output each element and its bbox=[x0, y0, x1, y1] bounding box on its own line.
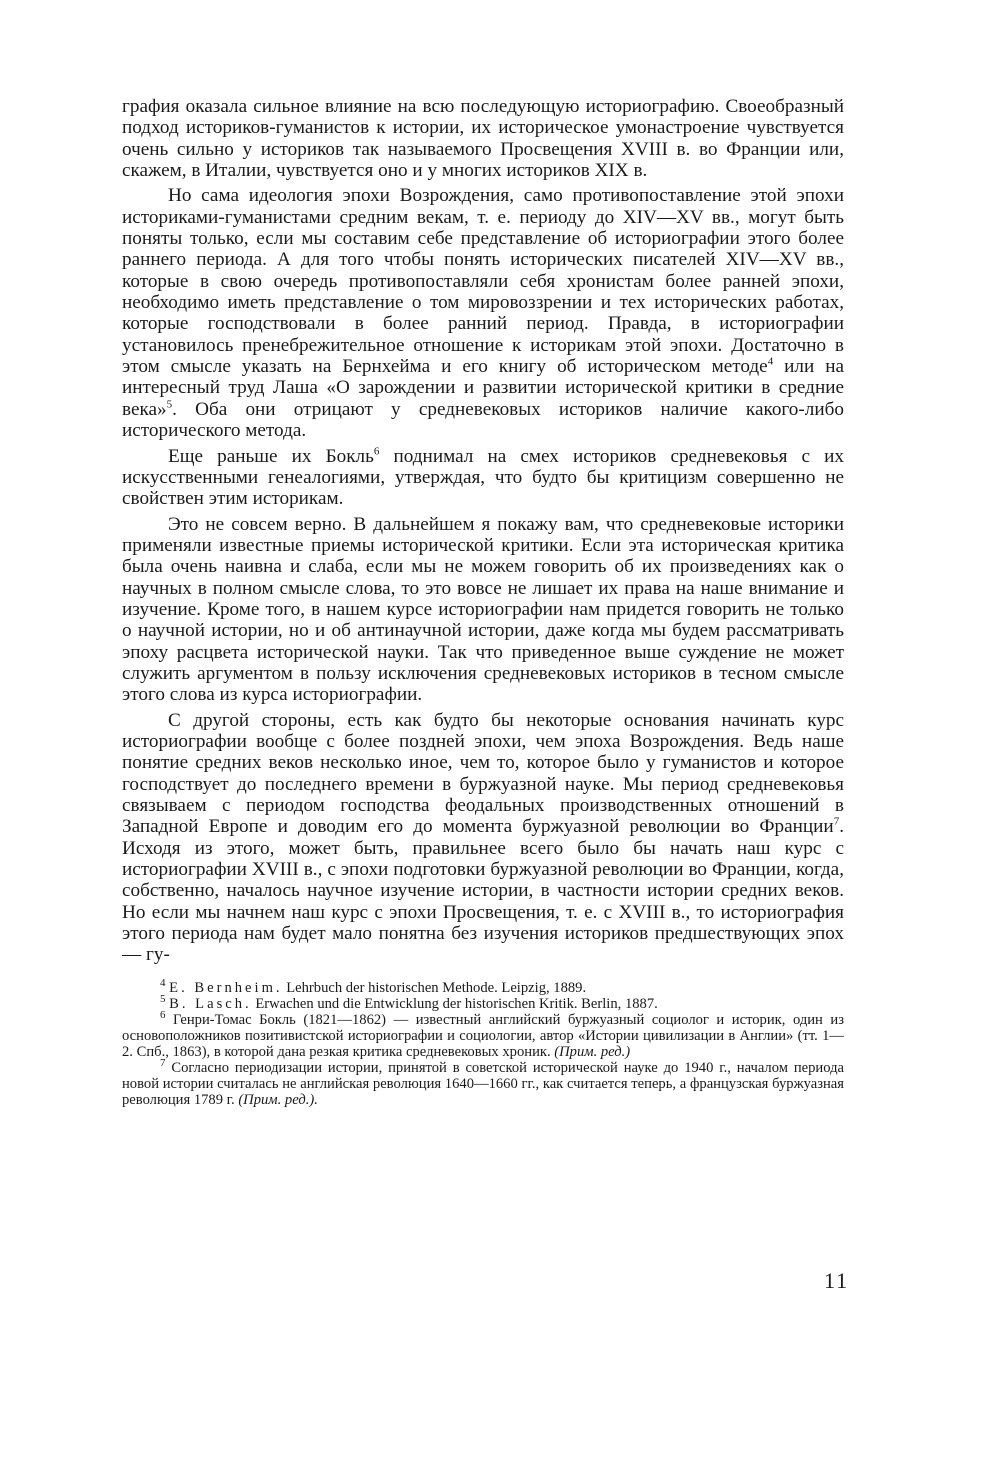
footnote-ref-6: 6 bbox=[373, 445, 380, 458]
paragraph-4: Это не совсем верно. В дальнейшем я покажу вам, что средневековые историки применяли известные приемы исторической критики. Если эта историческая критика была очень наивна и слаба, если мы не можем говорить об их произведениях как о научных в полном смысле слова, то это вовсе не лишает их права на наше внимание и изучение. Кроме того, в нашем курсе историографии нам придется говорить не только о научной истории, но и об антинаучной истории, даже когда мы будем рассматривать эпоху расцвета исторической науки. Так что приведенное выше суждение не может служить аргументом в пользу исключения средневековых историков в тесном смысле этого слова из курса историографии. bbox=[122, 513, 844, 706]
footnote-text: Lehrbuch der historischen Methode. Leipzig, 1889. bbox=[282, 979, 587, 996]
footnotes bbox=[122, 976, 844, 1109]
footnote-editor-note: (Прим. ред.). bbox=[238, 1092, 318, 1109]
paragraph-3-text-b: поднимал на смех историков средневековья с их искусственными генеалогиями, утверждая, что будто бы критицизм совершенно не свойствен этим историкам. bbox=[122, 445, 844, 510]
footnote-6 bbox=[122, 1009, 844, 1061]
paragraph-1: графия оказала сильное влияние на всю последующую историографию. Своеобразный подход историков-гуманистов к истории, их историческое умонастроение чувствуется очень сильно у историков так называемого Просвещения XVIII в. во Франции или, скажем, в Италии, чувствуется оно и у многих историков XIX в. bbox=[122, 96, 844, 182]
paragraph-2 bbox=[122, 185, 844, 441]
footnote-text: Генри-Томас Бокль (1821—1862) — известный английский буржуазный социолог и историк, один из основоположников позитивистской историографии и социологии, автор «Истории цивилизации в Англии» (тт. 1—2. Спб., 1863), в которой дана резкая критика средневековых хроник. bbox=[122, 1011, 844, 1061]
paragraph-5-text-b: . Исходя из этого, может быть, правильнее всего было бы начать наш курс с историографии XVIII в., с эпохи подготовки буржуазной революции во Франции, когда, собственно, началось научное изучение истории, в частности истории средних веков. Но если мы начнем наш курс с эпохи Просвещения, т. е. с XVIII в., то историография этого периода нам будет мало понятна без изучения историков предшествующих эпох — гу- bbox=[122, 816, 844, 966]
paragraph-2-text-a: Но сама идеология эпохи Возрождения, само противопоставление этой эпохи историками-гуманистами средним векам, т. е. периоду до XIV—XV вв., могут быть поняты только, если мы составим себе представление об историографии этого более раннего периода. А для того чтобы понять исторических писателей XIV—XV вв., которые в свою очередь противопоставляли себя хронистам более ранней эпохи, необходимо иметь представление о том мировоззрении и тех исторических работах, которые господствовали в более ранний период. Правда, в историографии установилось пренебрежительное отношение к историкам этой эпохи. Достаточно в этом смысле указать на Бернхейма и его книгу об историческом методе bbox=[122, 185, 844, 378]
footnote-ref-5: 5 bbox=[166, 398, 173, 411]
paragraph-5-text-a: С другой стороны, есть как будто бы некоторые основания начинать курс историографии вообще с более поздней эпохи, чем эпоха Возрождения. Ведь наше понятие средних веков несколько иное, чем то, которое было у гуманистов и которое господствует до последнего времени в буржуазной науке. Мы период средневековья связываем с периодом господства феодальных производственных отношений в Западной Европе и доводим его до момента буржуазной революции во Франции bbox=[122, 709, 844, 838]
page-content bbox=[122, 96, 844, 1109]
footnote-editor-note: (Прим. ред.) bbox=[554, 1044, 631, 1061]
footnote-number: 5 bbox=[160, 992, 166, 1005]
paragraph-3-text-a: Еще раньше их Бокль bbox=[168, 445, 374, 467]
footnote-author: E. Bernheim. bbox=[169, 979, 283, 996]
footnote-5 bbox=[122, 992, 844, 1012]
footnote-text: Согласно периодизации истории, принятой в советской исторической науке до 1940 г., началом периода новой истории считалась не английская революция 1640—1660 гг., как считается теперь, а французская буржуазная революция 1789 г. bbox=[122, 1060, 844, 1109]
page-number: 11 bbox=[824, 1268, 850, 1293]
footnote-7 bbox=[122, 1057, 844, 1109]
paragraph-2-text-b: или на интересный труд Лаша «О зарождении и развитии исторической критики в средние века» bbox=[122, 356, 844, 420]
footnote-number: 4 bbox=[160, 976, 166, 989]
footnote-number: 6 bbox=[160, 1009, 166, 1022]
footnote-ref-4: 4 bbox=[767, 355, 774, 368]
footnote-author: B. Lasch. bbox=[169, 995, 252, 1012]
paragraph-2-text-c: . Оба они отрицают у средневековых историков наличие какого-либо исторического метода. bbox=[122, 398, 844, 442]
footnote-text: Erwachen und die Entwicklung der historischen Kritik. Berlin, 1887. bbox=[251, 995, 658, 1012]
paragraph-5 bbox=[122, 710, 844, 966]
footnote-4 bbox=[122, 976, 844, 996]
footnote-ref-7: 7 bbox=[833, 815, 840, 828]
footnote-number: 7 bbox=[160, 1057, 166, 1070]
paragraph-3 bbox=[122, 446, 844, 510]
